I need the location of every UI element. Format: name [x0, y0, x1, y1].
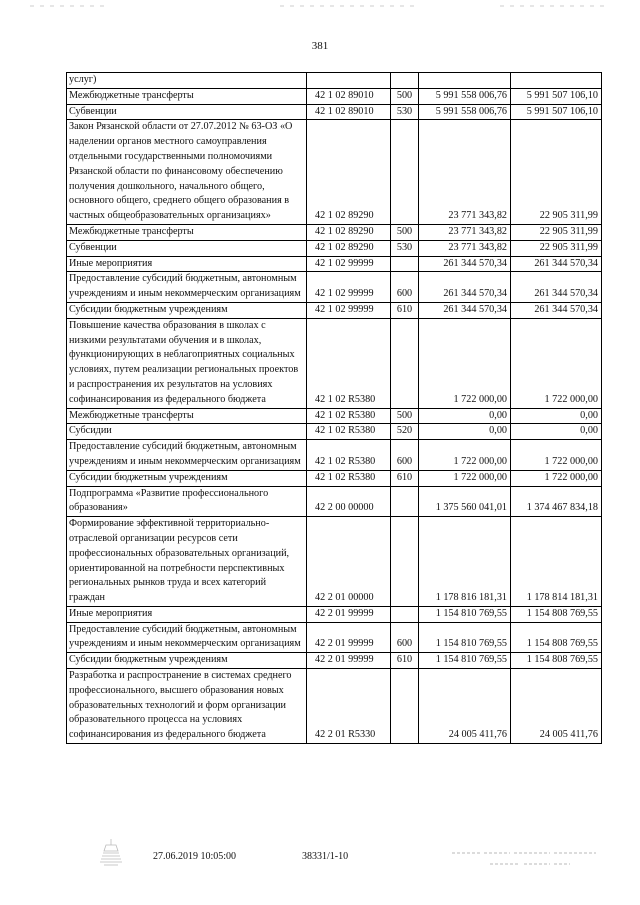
row-expense-type: [391, 517, 419, 607]
header-scan-marks: [0, 4, 640, 8]
row-sum-2019-executed: 5 991 507 106,10: [511, 88, 602, 104]
page-footer: [0, 851, 640, 891]
row-expense-type: 600: [391, 622, 419, 653]
row-name: Межбюджетные трансферты: [67, 408, 307, 424]
table-row: [67, 272, 602, 303]
row-sum-2019-executed: [511, 73, 602, 89]
table-row: [67, 606, 602, 622]
footer-doc-code: 38331/1-10: [302, 851, 349, 862]
row-name: Субсидии бюджетным учреждениям: [67, 653, 307, 669]
row-name: услуг): [67, 73, 307, 89]
row-name: Иные мероприятия: [67, 256, 307, 272]
row-target-code: 42 1 02 89010: [307, 104, 391, 120]
table-row: [67, 120, 602, 225]
row-name: Закон Рязанской области от 27.07.2012 № 63-ОЗ «О наделении органов местного самоуправления отдельными государственными полномочиями Рязанской области по финансовому обеспечению получения дошкольного, начального общего, основного общего, среднего общего образования в частных общеобразовательных организациях»: [67, 120, 307, 225]
row-sum-2019-executed: 1 178 814 181,31: [511, 517, 602, 607]
table-row: [67, 470, 602, 486]
row-target-code: 42 1 02 99999: [307, 272, 391, 303]
row-expense-type: 500: [391, 224, 419, 240]
row-expense-type: [391, 73, 419, 89]
row-name: Подпрограмма «Развитие профессионального образования»: [67, 486, 307, 517]
row-target-code: 42 1 02 R5380: [307, 470, 391, 486]
row-sum-2019: 1 154 810 769,55: [419, 653, 511, 669]
row-sum-2019-executed: 1 154 808 769,55: [511, 606, 602, 622]
row-target-code: 42 2 01 00000: [307, 517, 391, 607]
row-sum-2019: 1 722 000,00: [419, 470, 511, 486]
table-row: [67, 653, 602, 669]
row-sum-2019: 1 154 810 769,55: [419, 606, 511, 622]
table-row: [67, 224, 602, 240]
row-name: Межбюджетные трансферты: [67, 88, 307, 104]
row-expense-type: 520: [391, 424, 419, 440]
row-sum-2019-executed: 261 344 570,34: [511, 256, 602, 272]
row-sum-2019-executed: 22 905 311,99: [511, 240, 602, 256]
row-sum-2019: 23 771 343,82: [419, 224, 511, 240]
row-name: Предоставление субсидий бюджетным, автономным учреждениям и иным некоммерческим организациям: [67, 440, 307, 471]
row-expense-type: 530: [391, 104, 419, 120]
table-row: [67, 622, 602, 653]
row-sum-2019: 5 991 558 006,76: [419, 104, 511, 120]
row-expense-type: 610: [391, 302, 419, 318]
row-expense-type: 500: [391, 88, 419, 104]
row-target-code: 42 1 02 89010: [307, 88, 391, 104]
row-sum-2019: 1 722 000,00: [419, 318, 511, 408]
row-name: Предоставление субсидий бюджетным, автономным учреждениям и иным некоммерческим организациям: [67, 622, 307, 653]
row-target-code: 42 1 02 R5380: [307, 440, 391, 471]
row-expense-type: 500: [391, 408, 419, 424]
row-name: Межбюджетные трансферты: [67, 224, 307, 240]
row-sum-2019-executed: 1 374 467 834,18: [511, 486, 602, 517]
row-expense-type: 530: [391, 240, 419, 256]
row-expense-type: [391, 486, 419, 517]
row-target-code: 42 1 02 R5380: [307, 424, 391, 440]
row-sum-2019: 1 722 000,00: [419, 440, 511, 471]
row-expense-type: [391, 120, 419, 225]
table-row: [67, 486, 602, 517]
row-target-code: 42 1 02 89290: [307, 224, 391, 240]
row-expense-type: [391, 606, 419, 622]
row-sum-2019-executed: 1 154 808 769,55: [511, 622, 602, 653]
row-sum-2019: 23 771 343,82: [419, 120, 511, 225]
row-sum-2019-executed: 1 722 000,00: [511, 318, 602, 408]
row-target-code: 42 2 01 99999: [307, 622, 391, 653]
row-target-code: 42 2 01 99999: [307, 606, 391, 622]
row-target-code: 42 1 02 89290: [307, 240, 391, 256]
row-sum-2019-executed: 1 722 000,00: [511, 470, 602, 486]
table-row: [67, 88, 602, 104]
row-name: Субсидии бюджетным учреждениям: [67, 470, 307, 486]
row-target-code: 42 2 01 99999: [307, 653, 391, 669]
row-sum-2019: 0,00: [419, 408, 511, 424]
row-expense-type: 600: [391, 440, 419, 471]
row-name: Разработка и распространение в системах среднего профессионального, высшего образования новых образовательных технологий и форм организации образовательного процесса на условиях софинансирования из федерального бюджета: [67, 669, 307, 744]
table-row: [67, 104, 602, 120]
row-target-code: 42 1 02 99999: [307, 256, 391, 272]
row-name: Субвенции: [67, 104, 307, 120]
row-sum-2019: 261 344 570,34: [419, 272, 511, 303]
row-sum-2019: 1 178 816 181,31: [419, 517, 511, 607]
row-expense-type: 610: [391, 653, 419, 669]
row-name: Субсидии бюджетным учреждениям: [67, 302, 307, 318]
emblem-icon: [98, 837, 124, 869]
row-name: Формирование эффективной территориально-отраслевой организации ресурсов сети профессиональных образовательных организаций, ориентированной на потребности перспективных региональных рынков труда и всех категорий граждан: [67, 517, 307, 607]
row-sum-2019: [419, 73, 511, 89]
row-name: Иные мероприятия: [67, 606, 307, 622]
row-sum-2019-executed: 0,00: [511, 424, 602, 440]
row-target-code: 42 1 02 R5380: [307, 318, 391, 408]
table-row: [67, 408, 602, 424]
table-row: [67, 73, 602, 89]
row-sum-2019-executed: 5 991 507 106,10: [511, 104, 602, 120]
table-row: [67, 440, 602, 471]
table-row: [67, 424, 602, 440]
row-sum-2019-executed: 261 344 570,34: [511, 302, 602, 318]
table-row: [67, 256, 602, 272]
row-sum-2019: 261 344 570,34: [419, 302, 511, 318]
row-target-code: [307, 73, 391, 89]
row-target-code: 42 1 02 R5380: [307, 408, 391, 424]
row-name: Предоставление субсидий бюджетным, автономным учреждениям и иным некоммерческим организациям: [67, 272, 307, 303]
page-number: 381: [311, 40, 329, 52]
row-sum-2019: 1 375 560 041,01: [419, 486, 511, 517]
row-target-code: 42 2 00 00000: [307, 486, 391, 517]
table-row: [67, 318, 602, 408]
table-row: [67, 669, 602, 744]
table-row: [67, 302, 602, 318]
row-sum-2019-executed: 1 722 000,00: [511, 440, 602, 471]
row-sum-2019-executed: 0,00: [511, 408, 602, 424]
row-expense-type: 600: [391, 272, 419, 303]
row-sum-2019-executed: 24 005 411,76: [511, 669, 602, 744]
row-sum-2019: 0,00: [419, 424, 511, 440]
row-name: Субсидии: [67, 424, 307, 440]
row-sum-2019: 1 154 810 769,55: [419, 622, 511, 653]
row-sum-2019: 5 991 558 006,76: [419, 88, 511, 104]
row-target-code: 42 1 02 89290: [307, 120, 391, 225]
row-expense-type: [391, 669, 419, 744]
footer-date: 27.06.2019 10:05:00: [153, 851, 237, 862]
row-sum-2019-executed: 22 905 311,99: [511, 120, 602, 225]
row-expense-type: 610: [391, 470, 419, 486]
row-expense-type: [391, 318, 419, 408]
row-target-code: 42 1 02 99999: [307, 302, 391, 318]
row-sum-2019-executed: 261 344 570,34: [511, 272, 602, 303]
row-sum-2019: 261 344 570,34: [419, 256, 511, 272]
row-sum-2019: 23 771 343,82: [419, 240, 511, 256]
row-name: Повышение качества образования в школах с низкими результатами обучения и в школах, функционирующих в неблагоприятных социальных условиях, путем реализации региональных проектов и распространения их результатов на условиях софинансирования из федерального бюджета: [67, 318, 307, 408]
budget-table-body: [67, 73, 602, 744]
electronic-signature-stamp: [450, 845, 600, 873]
row-name: Субвенции: [67, 240, 307, 256]
row-sum-2019-executed: 22 905 311,99: [511, 224, 602, 240]
table-row: [67, 517, 602, 607]
row-expense-type: [391, 256, 419, 272]
row-sum-2019-executed: 1 154 808 769,55: [511, 653, 602, 669]
table-row: [67, 240, 602, 256]
budget-table: [66, 72, 602, 744]
row-sum-2019: 24 005 411,76: [419, 669, 511, 744]
row-target-code: 42 2 01 R5330: [307, 669, 391, 744]
